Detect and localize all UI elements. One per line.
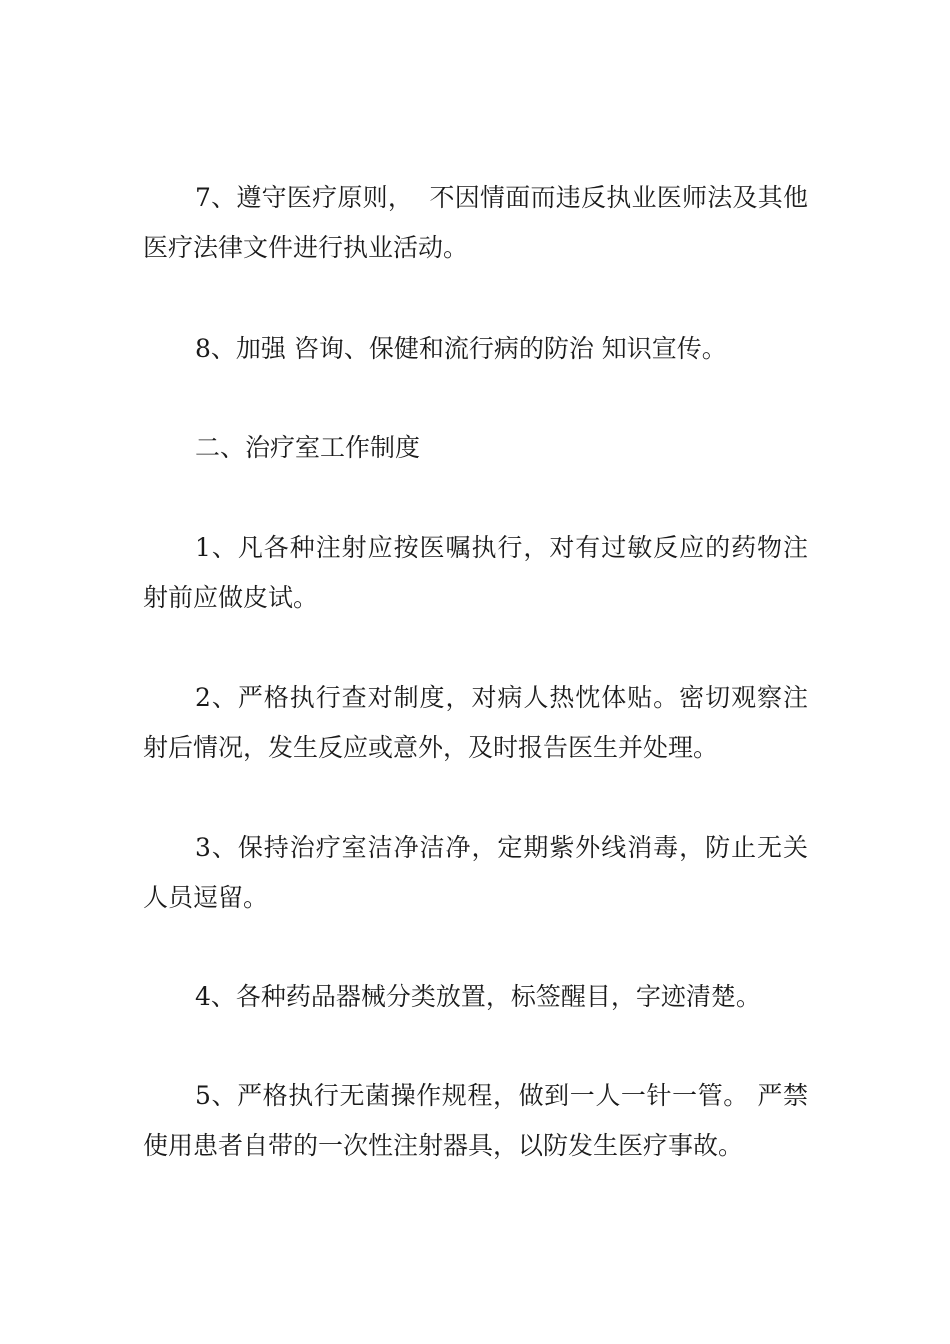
paragraph-item-4: 4、各种药品器械分类放置，标签醒目，字迹清楚。 bbox=[195, 982, 761, 1011]
paragraph-item-8: 8、加强 咨询、保健和流行病的防治 知识宣传。 bbox=[195, 334, 727, 363]
paragraph-item-3: 3、保持治疗室洁净洁净，定期紫外线消毒，防止无关人员逗留。 bbox=[143, 833, 808, 912]
paragraph-item-7: 7、遵守医疗原则， 不因情面而违反执业医师法及其他医疗法律文件进行执业活动。 bbox=[143, 183, 808, 262]
paragraph-item-2: 2、严格执行查对制度，对病人热忱体贴。密切观察注射后情况，发生反应或意外，及时报告医生并处理。 bbox=[143, 683, 808, 762]
paragraph-item-1: 1、凡各种注射应按医嘱执行，对有过敏反应的药物注射前应做皮试。 bbox=[143, 533, 808, 612]
section-heading: 二、治疗室工作制度 bbox=[195, 433, 421, 462]
paragraph-item-5: 5、严格执行无菌操作规程，做到一人一针一管。 严禁使用患者自带的一次性注射器具，以防发生医疗事故。 bbox=[143, 1081, 808, 1160]
